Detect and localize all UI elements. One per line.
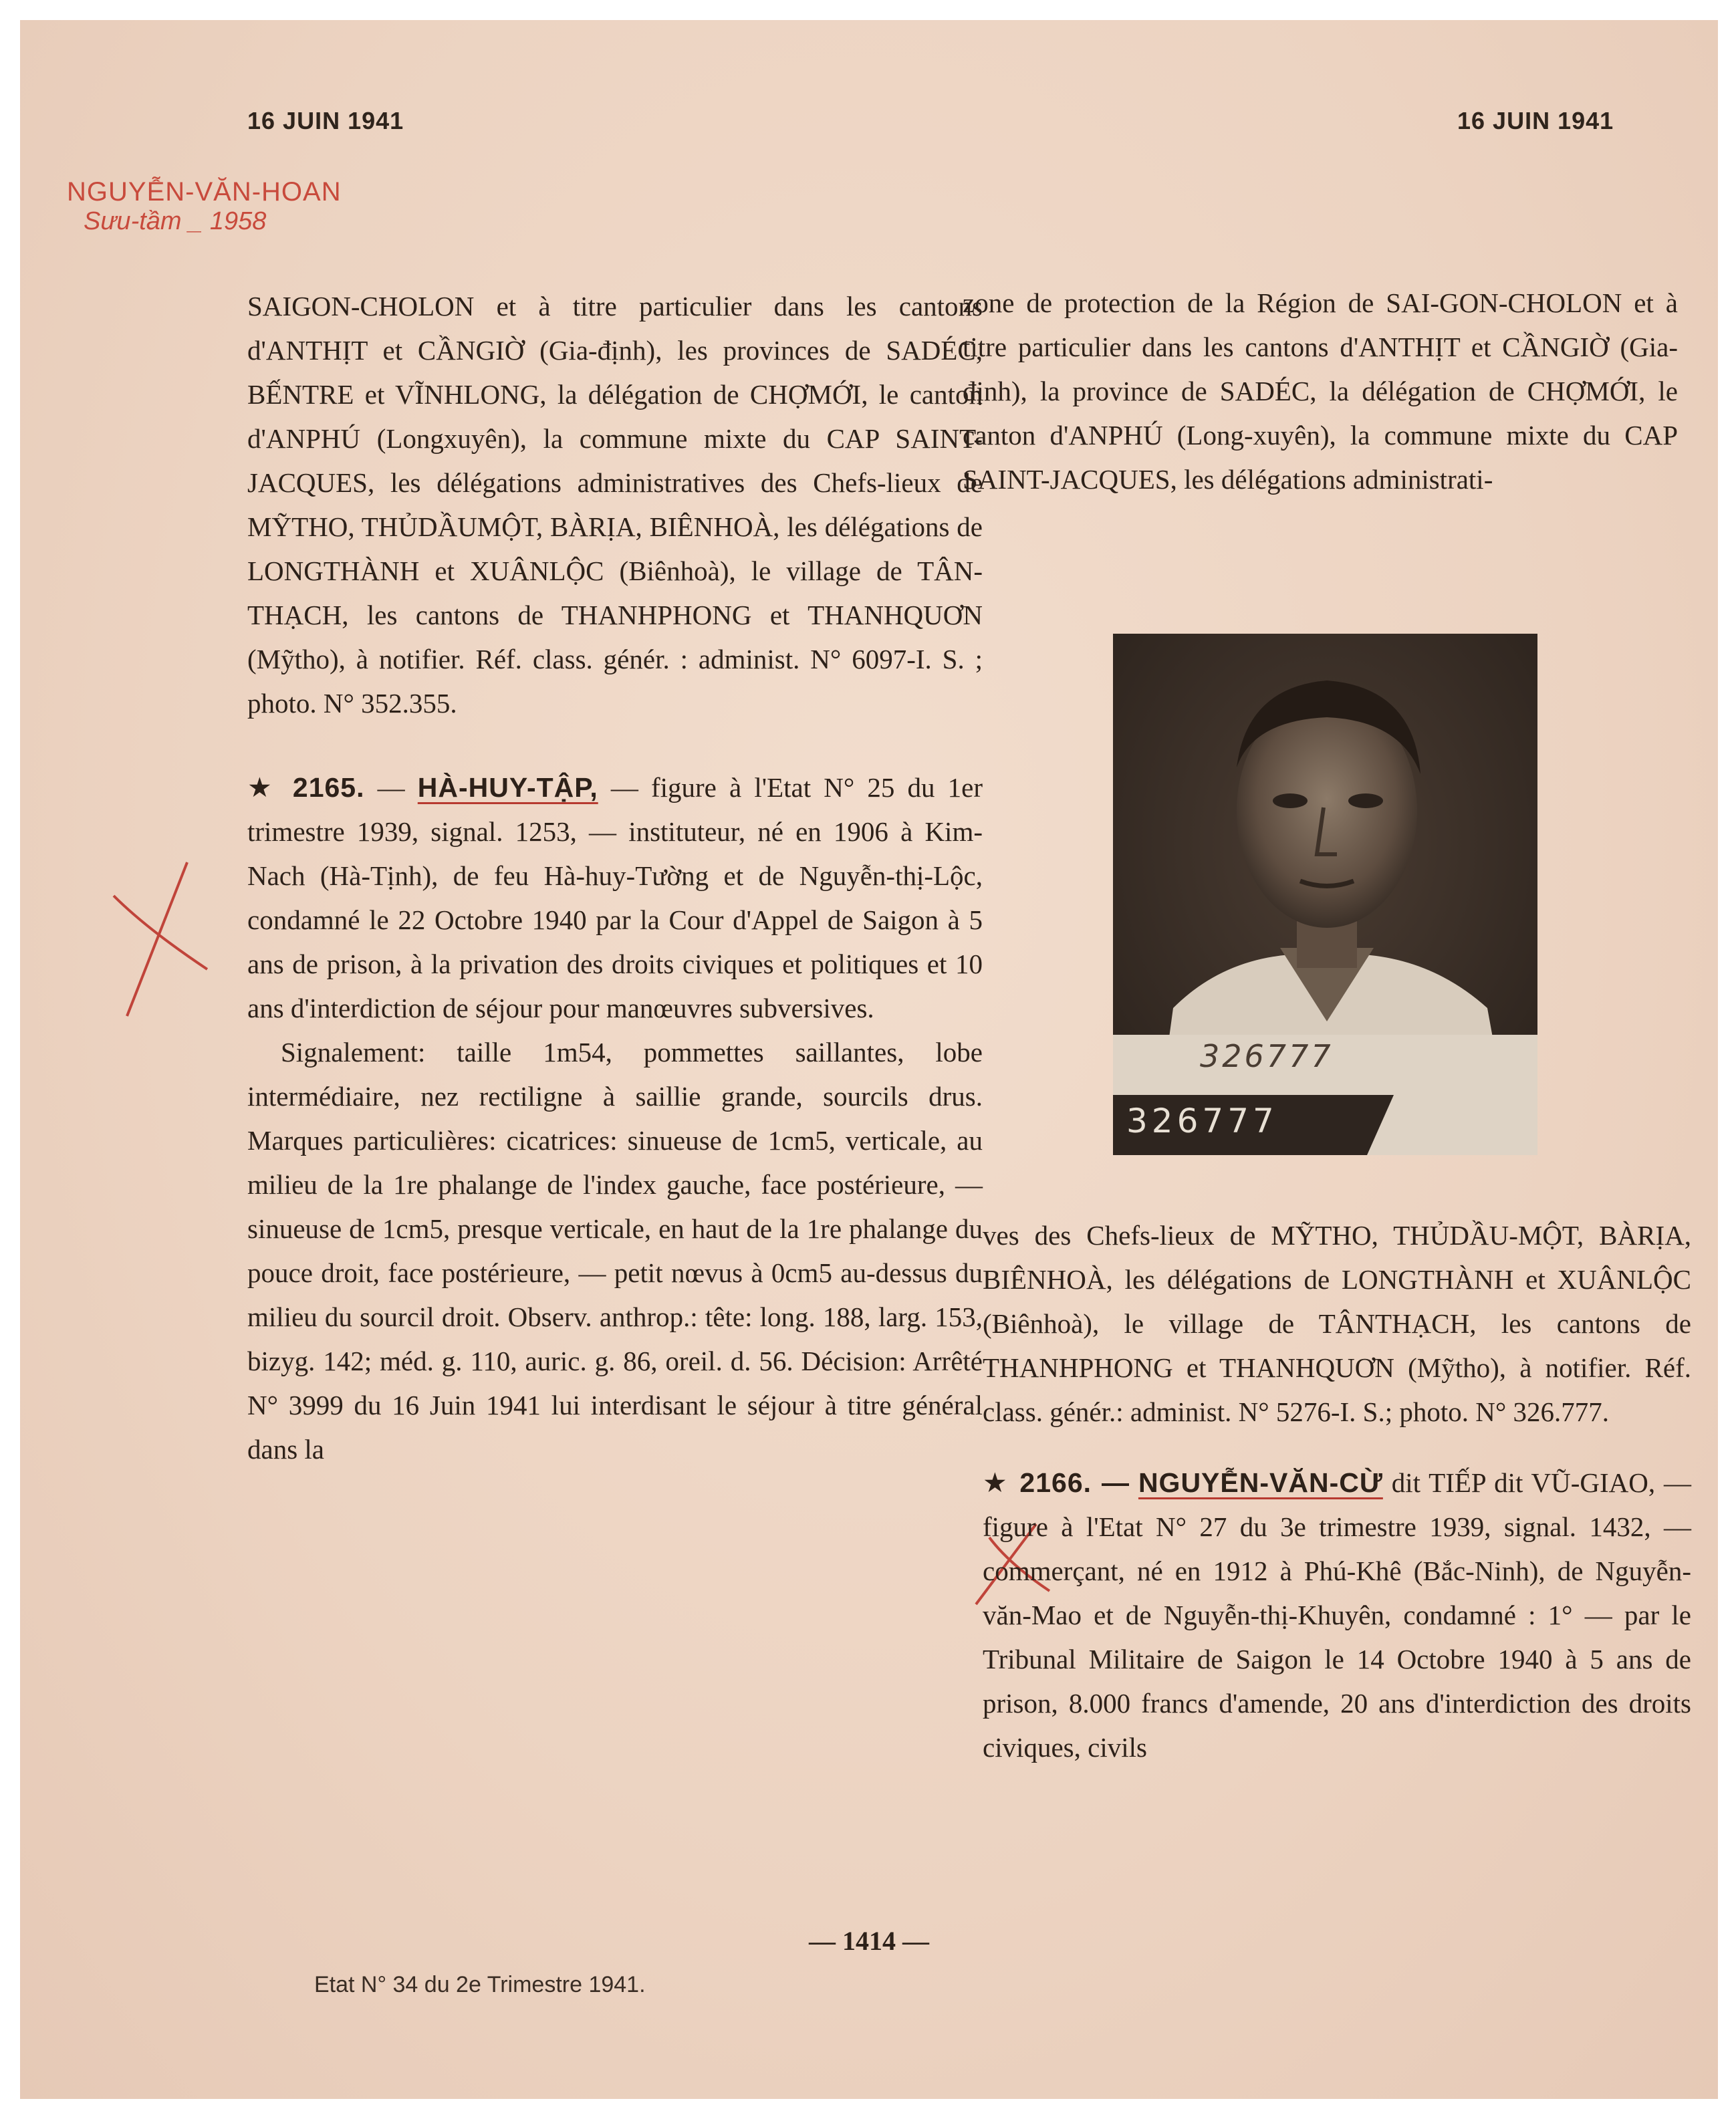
stamp-line-2: Sưu-tầm _ 1958 <box>84 207 267 235</box>
mugshot-photo <box>1113 634 1537 1155</box>
right-column-top <box>963 281 1678 501</box>
entry-name-nguyen-van-cu: NGUYỄN-VĂN-CỪ <box>1138 1467 1383 1498</box>
entry-2166-text: dit TIẾP dit VŨ-GIAO, — figure à l'Etat N° 27 du 3e trimestre 1939, signal. 1432, — commerçant, né en 1912 à Phú-Khê (Bắc-Ninh), de Nguyễn-văn-Mao et de Nguyễn-thị-Khuyên, condamné : 1° — par le Tribunal Militaire de Saigon le 14 Octobre 1940 à 5 ans de prison, 8.000 francs d'amende, 20 ans d'interdiction des droits civiques, civils <box>983 1467 1692 1763</box>
left-paragraph-1: SAIGON-CHOLON et à titre particulier dans les cantons d'ANTHỊT et CẦNGIỜ (Gia-định), les provinces de SADÉC, BẾNTRE et VĨNHLONG, la délégation de CHỢMỚI, le canton d'ANPHÚ (Longxuyên), la commune mixte du CAP SAINT-JACQUES, les délégations administratives des Chefs-lieux de MỸTHO, THỦDẦUMỘT, BÀRỊA, BIÊNHOÀ, les délégations de LONGTHÀNH et XUÂNLỘC (Biênhoà), le village de TÂN-THẠCH, les cantons de THANHPHONG et THANHQUƠN (Mỹtho), à notifier. Réf. class. génér. : administ. N° 6097-I. S. ; photo. N° 352.355. <box>247 291 983 719</box>
header-date-right: 16 JUIN 1941 <box>1457 107 1614 134</box>
document-page <box>20 20 1718 2099</box>
entry-number-2165: ★ 2165. <box>247 772 365 803</box>
footer-etat: Etat N° 34 du 2e Trimestre 1941. <box>314 1972 646 1997</box>
red-x-mark-left <box>100 856 221 1029</box>
signalement-paragraph: Signalement: taille 1m54, pommettes saillantes, lobe intermédiaire, nez rectiligne à saillie grande, sourcils drus. Marques particulières: cicatrices: sinueuse de 1cm5, verticale, au milieu de la 1re phalange de l'index gauche, face postérieure, — sinueuse de 1cm5, presque verticale, en haut de la 1re phalange du pouce droit, face postérieure, — petit nœvus à 0cm5 au-dessus du milieu du sourcil droit. Observ. anthrop.: tête: long. 188, larg. 153, bizyg. 142; méd. g. 110, auric. g. 86, oreil. d. 56. Décision: Arrêté N° 3999 du 16 Juin 1941 lui interdisant le séjour à titre général dans la <box>247 1037 983 1465</box>
left-column <box>247 284 983 1471</box>
header-date-left: 16 JUIN 1941 <box>247 107 404 134</box>
entry-2165-text: — figure à l'Etat N° 25 du 1er trimestre 1939, signal. 1253, — instituteur, né en 1906 à Kim-Nach (Hà-Tịnh), de feu Hà-huy-Tường et de Nguyễn-thị-Lộc, condamné le 22 Octobre 1940 par la Cour d'Appel de Saigon à 5 ans de prison, à la privation des droits civiques et politiques et 10 ans d'interdiction de séjour pour manœuvres subversives. <box>247 772 983 1023</box>
right-column-bottom <box>983 1213 1691 1769</box>
right-paragraph-2: ves des Chefs-lieux de MỸTHO, THỦDẦU-MỘT, BÀRỊA, BIÊNHOÀ, les délégations de LONGTHÀNH et XUÂNLỘC (Biênhoà), le village de TÂNTHẠCH, les cantons de THANHPHONG et THANHQUƠN (Mỹtho), à notifier. Réf. class. génér.: administ. N° 5276-I. S.; photo. N° 326.777. <box>983 1220 1691 1427</box>
photo-number-handwritten: 326777 <box>1200 1038 1334 1074</box>
stamp-line-1: NGUYỄN-VĂN-HOAN <box>67 177 342 207</box>
entry-2166 <box>983 1461 1691 1769</box>
entry-name-ha-huy-tap: HÀ-HUY-TẬP, <box>417 772 598 803</box>
right-paragraph-1: zone de protection de la Région de SAI-GON-CHOLON et à titre particulier dans les cantons d'ANTHỊT et CẦNGIỜ (Gia-định), la province de SADÉC, la délégation de CHỢMỚI, le canton d'ANPHÚ (Long-xuyên), la commune mixte du CAP SAINT-JACQUES, les délégations administrati- <box>963 287 1678 495</box>
entry-2165: ★ 2165. — HÀ-HUY-TẬP, — figure à l'Etat N° 25 du 1er trimestre 1939, signal. 1253, — instituteur, né en 1906 à Kim-Nach (Hà-Tịnh), de feu Hà-huy-Tường et de Nguyễn-thị-Lộc, condamné le 22 Octobre 1940 par la Cour d'Appel de Saigon à 5 ans de prison, à la privation des droits civiques et politiques et 10 ans d'interdiction de séjour pour manœuvres subversives. <box>247 772 983 1023</box>
entry-number-2166: ★ 2166. — <box>983 1467 1130 1498</box>
page-number: — 1414 — <box>809 1926 929 1956</box>
collector-stamp <box>67 177 342 236</box>
photo-number-plate: 326777 <box>1126 1102 1278 1140</box>
